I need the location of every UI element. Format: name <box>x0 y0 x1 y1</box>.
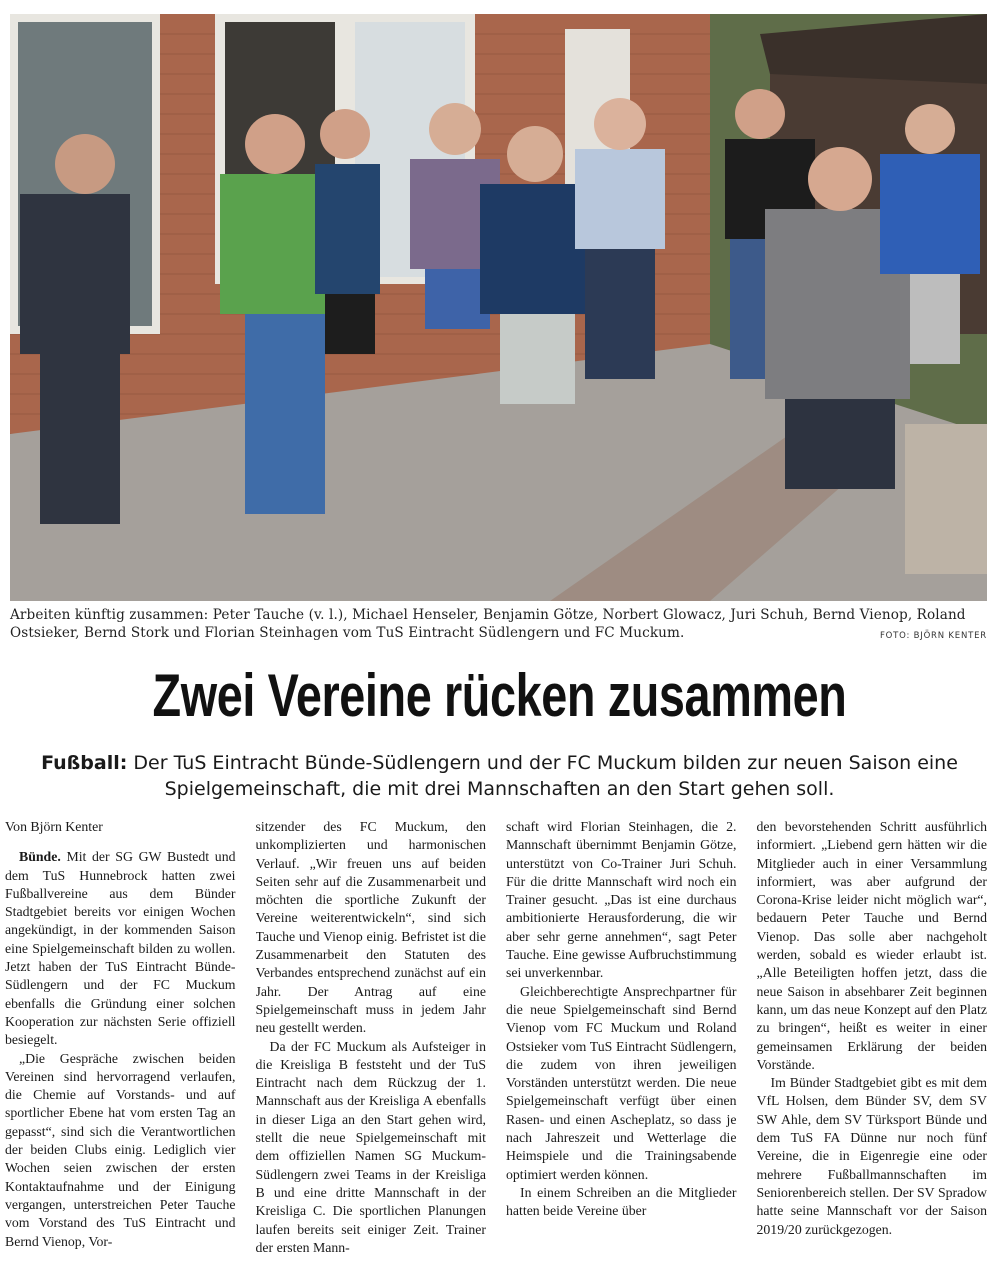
photo-credit: FOTO: BJÖRN KENTER <box>879 631 987 641</box>
article-column-2 <box>256 818 487 1284</box>
paragraph: Da der FC Muckum als Aufsteiger in die Kreisliga B feststeht und der TuS Eintracht nach dem Rückzug der 1. Mannschaft aus der Kreisliga A ebenfalls in dieser Liga an den Start gehen wird, stellt die neue Spielgemeinschaft mit dem offiziellen Namen SG Muckum-Südlengern zwei Teams in der Kreisliga B und eine dritte Mannschaft in der Kreisliga C. Die sportlichen Planungen laufen bereits seit einiger Zeit. Trainer der ersten Mann- <box>255 1038 486 1255</box>
subhead-text: Der TuS Eintracht Bünde-Südlengern und der FC Muckum bilden zur neuen Saison eine Spielgemeinschaft, die mit drei Mannschaften an den Start gehen soll. <box>127 752 958 800</box>
photo-illustration <box>10 14 987 601</box>
paragraph: Im Bünder Stadtgebiet gibt es mit dem VfL Holsen, dem Bünder SV, dem SV SW Ahle, dem SV Türksport Bünde und dem TuS FA Dünne nur noch fünf Vereine, die in Eigenregie eine oder mehrere Fußballmannschaften im Seniorenbereich stellen. Der SV Spradow hatte seine Mannschaft vor der Saison 2019/20 zurückgezogen. <box>756 1075 987 1237</box>
article-body <box>5 818 987 1284</box>
byline: Von Björn Kenter <box>5 819 103 834</box>
article-column-1 <box>5 818 236 1284</box>
article-column-4 <box>757 818 988 1284</box>
photo-caption: Arbeiten künftig zusammen: Peter Tauche (v. l.), Michael Henseler, Benjamin Götze, Norbert Glowacz, Juri Schuh, Bernd Vienop, Roland Ostsieker, Bernd Stork und Florian Steinhagen vom TuS Eintracht Südlengern und FC Muckum. <box>10 607 966 641</box>
paragraph: sitzender des FC Muckum, den unkomplizierten und harmonischen Verlauf. „Wir freuen uns auf beiden Seiten sehr auf die Zusammenarbeit und möchten die sportliche Zukunft der Vereine weiterentwickeln“, sind sich Tauche und Vienop einig. Befristet ist die Zusammenarbeit den Statuten des Verbandes entsprechend zunächst auf ein Jahr. Der Antrag auf eine Spielgemeinschaft muss in jedem Jahr neu gestellt werden. <box>255 819 486 1036</box>
article-column-3 <box>506 818 737 1284</box>
group-photo <box>10 14 987 601</box>
paragraph: „Die Gespräche zwischen beiden Vereinen sind hervorragend verlaufen, die Chemie auf Vorstands- und auf sportlicher Ebene hat vom ersten Tag an gepasst“, sind sich die Verantwortlichen der beiden Clubs einig. Lediglich vier Wochen seien zwischen der ersten Kontaktaufnahme und der Einigung vergangen, unterstreichen Peter Tauche vom Vorstand des TuS Eintracht und Bernd Vienop, Vor- <box>5 1050 236 1249</box>
paragraph: Gleichberechtigte Ansprechpartner für die neue Spielgemeinschaft sind Bernd Vienop vom FC Muckum und Roland Ostsieker vom TuS Eintracht Südlengern, die zudem von ihren jeweiligen Vorständen unterstützt werden. Die neue Spielgemeinschaft verfügt über einen Rasen- und einen Ascheplatz, so dass je nach Jahreszeit und Wetterlage die Heimspiele und die Trainingsabende optimiert werden können. <box>506 983 737 1182</box>
paragraph <box>5 848 236 1049</box>
dateline-place: Bünde. <box>19 849 61 865</box>
headline: Zwei Vereine rücken zusammen <box>152 662 847 729</box>
paragraph: schaft wird Florian Steinhagen, die 2. Mannschaft übernimmt Benjamin Götze, unterstützt von Co-Trainer Juri Schuh. Für die dritte Mannschaft wird noch ein Trainer gesucht. „Das ist eine durchaus ambitionierte Herausforderung, die wir aber sehr gerne annehmen“, sagt Peter Tauche. Eine gewisse Aufbruchstimmung sei unverkennbar. <box>506 819 737 981</box>
paragraph-text: Mit der SG GW Bustedt und dem TuS Hunnebrock hatten zwei Fußballvereine aus dem Bünder Stadtgebiet bereits vor einigen Wochen angekündigt, in der kommenden Saison eine Spielgemeinschaft bilden zu wollen. Jetzt haben der TuS Eintracht Bünde-Südlengern und der FC Muckum ebenfalls die Gründung einer solchen Kooperation zur nächsten Serie offiziell besiegelt. <box>5 849 236 1048</box>
subhead-kicker: Fußball: <box>41 752 128 774</box>
paragraph: In einem Schreiben an die Mitglieder hatten beide Vereine über <box>506 1184 737 1219</box>
subheadline <box>30 750 969 802</box>
paragraph: den bevorstehenden Schritt ausführlich informiert. „Liebend gern hätten wir die Mitglieder auch in einer Versammlung informiert, was aber aufgrund der Corona-Krise leider nicht möglich war“, bedauern Peter Tauche und Bernd Vienop. Das solle aber nachgeholt werden, sobald es wieder erlaubt ist. „Alle Beteiligten hoffen jetzt, dass die neue Saison in absehbarer Zeit beginnen kann, um das neue Konzept auf den Platz zu bringen“, heißt es weiter in einer gemeinsamen Erklärung der beiden Vorstände. <box>756 819 987 1072</box>
